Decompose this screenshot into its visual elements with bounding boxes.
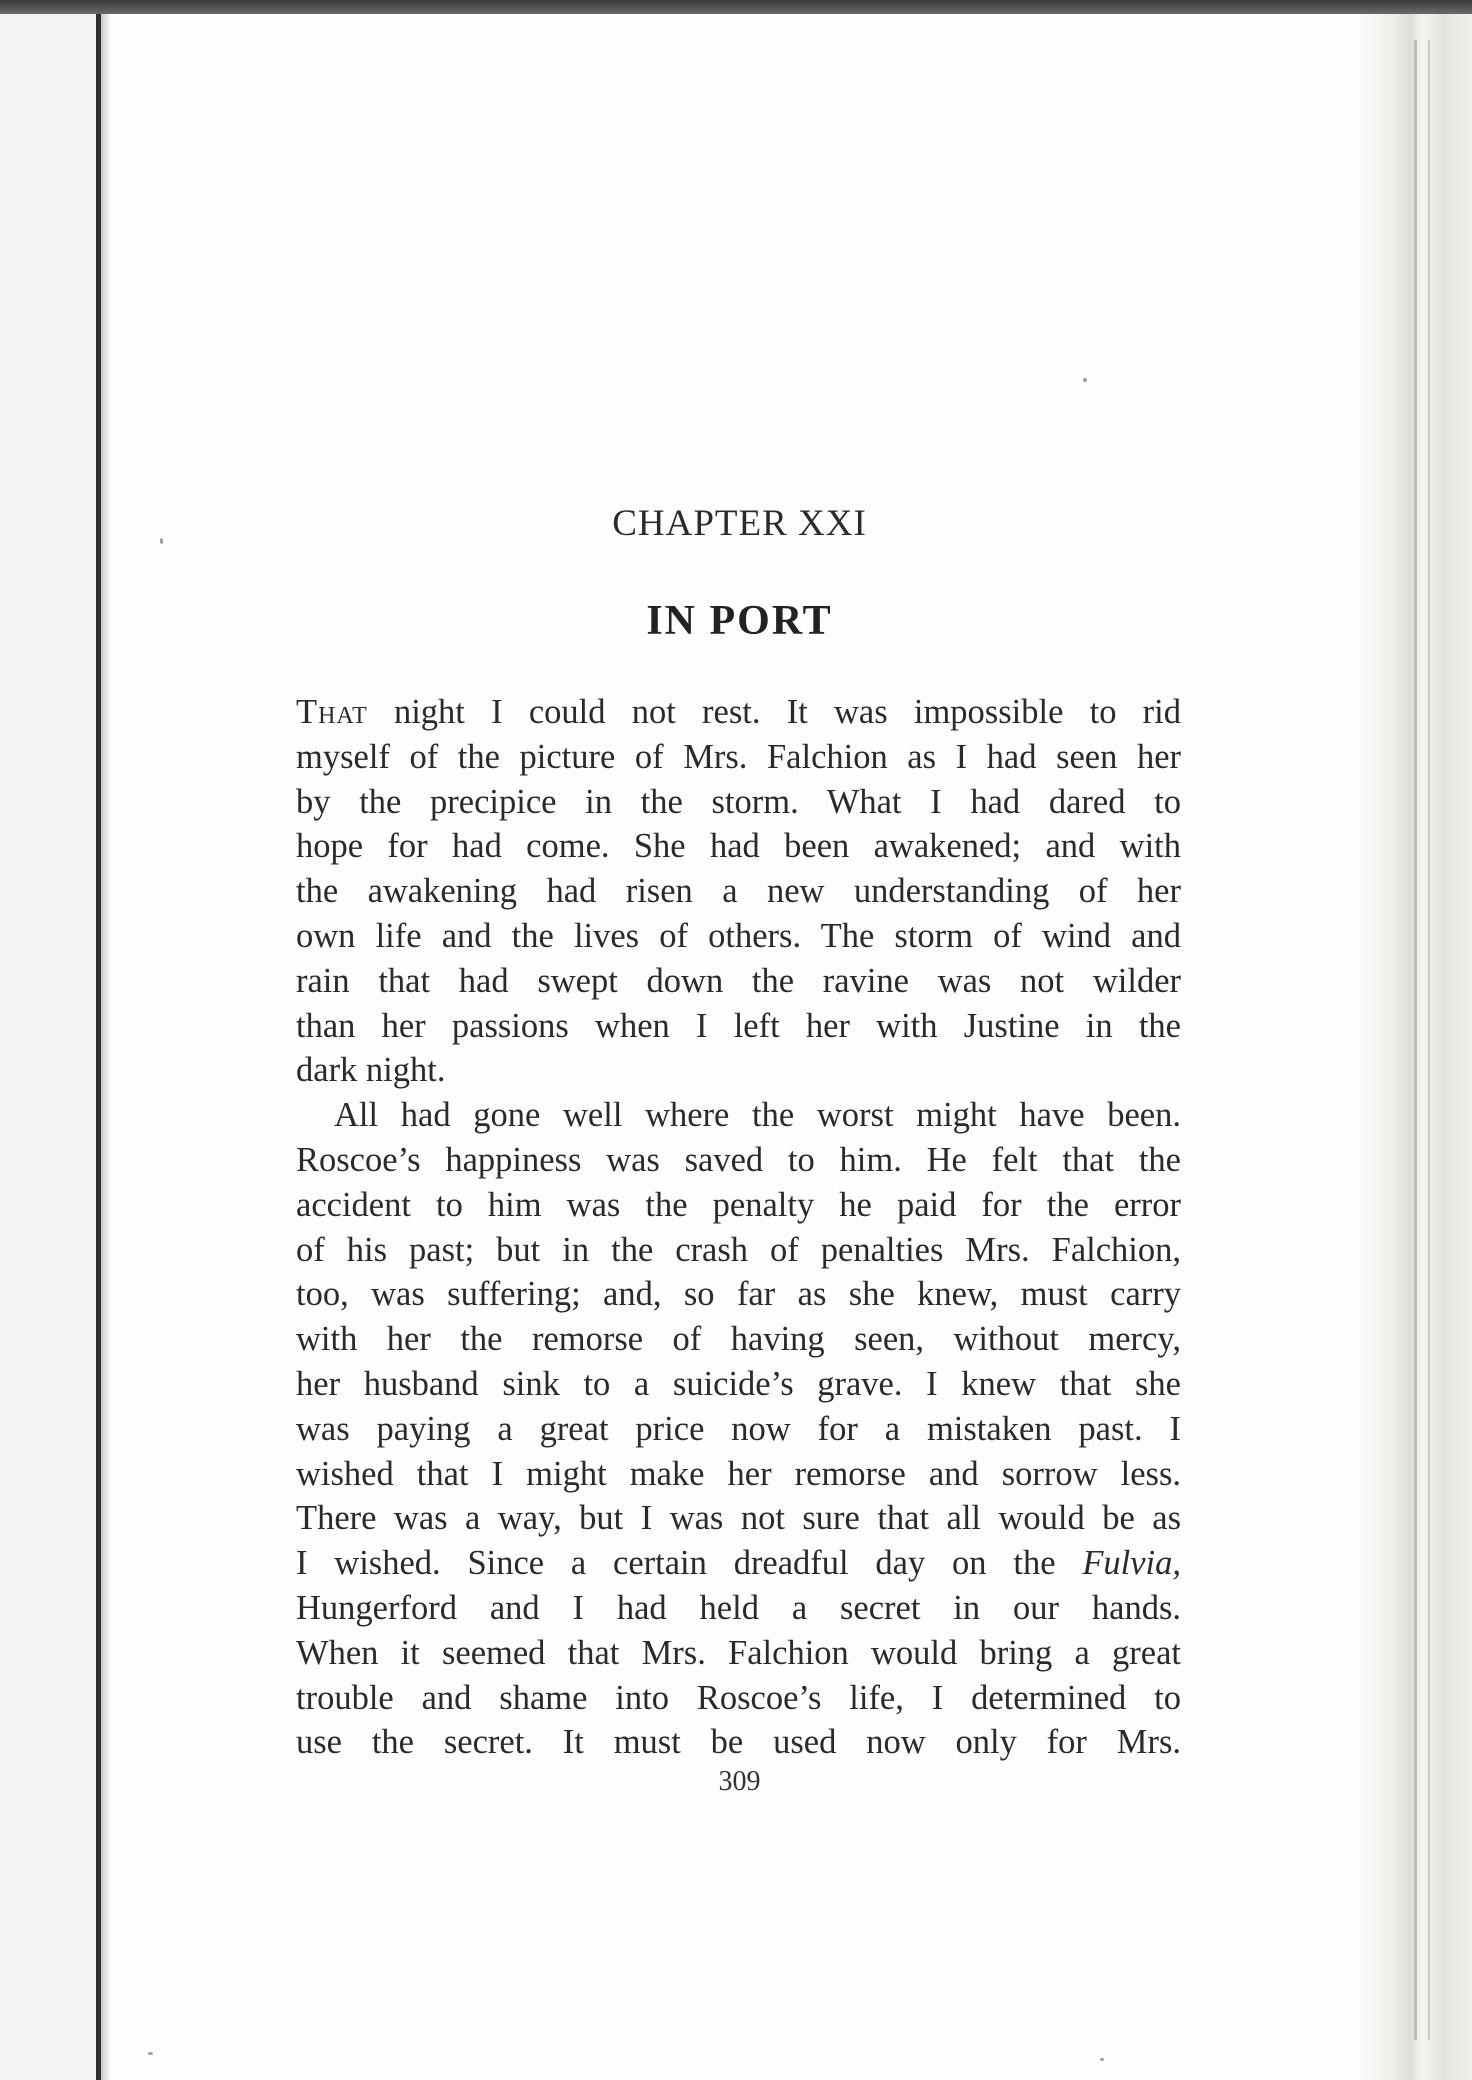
text-line: All had gone well where the worst might have been. xyxy=(334,1096,1181,1135)
text-line: myself of the picture of Mrs. Falchion as I had seen her xyxy=(296,737,1181,776)
scan-speck xyxy=(1083,378,1087,382)
text-line: with her the remorse of having seen, without mercy, xyxy=(296,1320,1181,1359)
page-number: 309 xyxy=(718,1766,761,1797)
chapter-number: CHAPTER XXI xyxy=(612,503,867,544)
body-text xyxy=(296,690,1181,1765)
scan-top-edge xyxy=(0,0,1472,14)
text-line: wished that I might make her remorse and sorrow less. xyxy=(296,1454,1181,1493)
page-edge-line xyxy=(1428,40,1430,2040)
page xyxy=(111,14,1401,2080)
text-line: dark night. xyxy=(296,1051,446,1090)
text-line: own life and the lives of others. The storm of wind and xyxy=(296,916,1181,955)
scan-speck xyxy=(148,2052,153,2055)
text-line: rain that had swept down the ravine was not wilder xyxy=(296,961,1181,1000)
lead-word: That xyxy=(296,693,368,731)
text-line: accident to him was the penalty he paid for the error xyxy=(296,1185,1181,1224)
scan-speck xyxy=(1100,2058,1104,2061)
chapter-title: IN PORT xyxy=(646,598,833,644)
text-line: of his past; but in the crash of penalties Mrs. Falchion, xyxy=(296,1230,1181,1269)
left-facing-page xyxy=(0,14,101,2080)
text-line: That night I could not rest. It was impossible to rid xyxy=(296,693,1181,731)
text-line: Hungerford and I had held a secret in our hands. xyxy=(296,1588,1181,1627)
text-line: use the secret. It must be used now only for Mrs. xyxy=(296,1723,1181,1762)
text-line: than her passions when I left her with Justine in the xyxy=(296,1006,1181,1045)
text-line: There was a way, but I was not sure that all would be as xyxy=(296,1499,1181,1538)
text-line: I wished. Since a certain dreadful day on the Fulvia, xyxy=(296,1544,1181,1583)
page-edge-line xyxy=(1414,40,1417,2040)
gutter-shadow xyxy=(101,14,111,2080)
text-line: her husband sink to a suicide’s grave. I knew that she xyxy=(296,1364,1181,1403)
text-line: hope for had come. She had been awakened; and with xyxy=(296,827,1181,866)
text-line: When it seemed that Mrs. Falchion would bring a great xyxy=(296,1633,1181,1672)
scan-speck xyxy=(160,538,163,544)
text-line: was paying a great price now for a mistaken past. I xyxy=(296,1409,1181,1448)
text-line: trouble and shame into Roscoe’s life, I determined to xyxy=(296,1678,1181,1717)
text-line: Roscoe’s happiness was saved to him. He felt that the xyxy=(296,1140,1181,1179)
text-line: by the precipice in the storm. What I had dared to xyxy=(296,782,1181,821)
text-line: too, was suffering; and, so far as she knew, must carry xyxy=(296,1275,1181,1314)
text-line: the awakening had risen a new understanding of her xyxy=(296,872,1181,911)
ship-name: Fulvia, xyxy=(1082,1544,1181,1583)
